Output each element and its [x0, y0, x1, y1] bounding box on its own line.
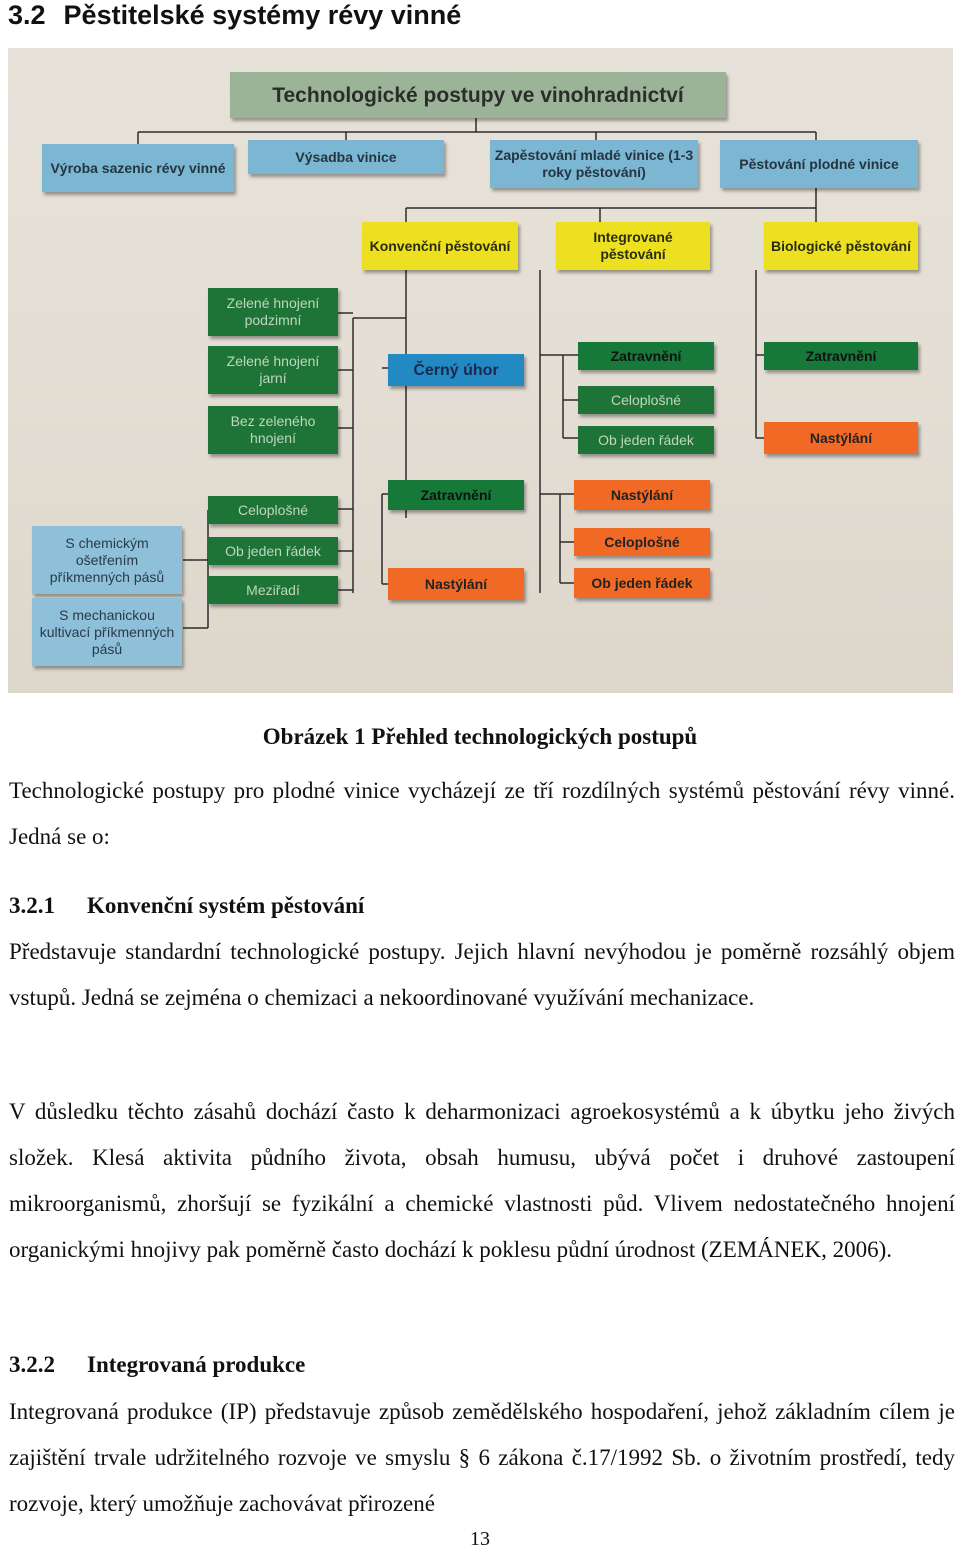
subsection-number: 3.2.1 [9, 893, 55, 918]
box-vysadba-vinice: Výsadba vinice [248, 140, 444, 174]
box-integ-celoplosne: Celoplošné [578, 386, 714, 414]
paragraph-conventional-2: V důsledku těchto zásahů dochází často k deharmonizaci agroekosystémů a k úbytku jeho živých složek. Klesá aktivita půdního života, obsah humusu, ubývá počet i druhové zastoupení mikroorganismů, zhoršují se fyzikální a chemické vlastnosti půd. Vlivem nedostatečného hnojení organickými hnojivy pak poměrně často dochází k poklesu půdní úrodnost (ZEMÁNEK, 2006). [9, 1099, 955, 1262]
box-chemicke-osetreni: S chemickým ošetřením příkmenných pásů [32, 526, 182, 594]
box-bio-nastylani: Nastýlání [764, 422, 918, 454]
box-konvencni: Konvenční pěstování [362, 222, 518, 270]
box-cerny-uhor: Černý úhor [388, 354, 524, 386]
diagram-title-box: Technologické postupy ve vinohradnictví [230, 72, 726, 118]
box-conv-nastylani: Nastýlání [388, 568, 524, 600]
box-conv-ob-jeden: Ob jeden řádek [208, 537, 338, 565]
intro-paragraph: Technologické postupy pro plodné vinice vycházejí ze tří rozdílných systémů pěstování révy vinné. Jedná se o: [9, 778, 955, 849]
subsection-title: Integrovaná produkce [87, 1352, 306, 1377]
box-biologicke: Biologické pěstování [764, 222, 918, 270]
box-zelene-jarni: Zelené hnojení jarní [208, 346, 338, 394]
paragraph-conventional-1: Představuje standardní technologické postupy. Jejich hlavní nevýhodou je poměrně rozsáhlý objem vstupů. Jedná se zejména o chemizaci a nekoordinované využívání mechanizace. [9, 939, 955, 1010]
section-title: Pěstitelské systémy révy vinné [63, 0, 462, 30]
box-integ-nastylani: Nastýlání [574, 480, 710, 510]
box-conv-meziradi: Meziřadí [208, 576, 338, 604]
box-integ-zatravneni: Zatravnění [578, 342, 714, 370]
subsection-heading-2 [9, 1352, 305, 1378]
paragraph-integrated: Integrovaná produkce (IP) představuje způsob zemědělského hospodaření, jehož základním cílem je zajištění trvale udržitelného rozvoje ve smyslu § 6 zákona č.17/1992 Sb. o životním prostředí, tedy rozvoje, který umožňuje zachovávat přirozené [9, 1399, 955, 1516]
box-bez-zeleneho: Bez zeleného hnojení [208, 406, 338, 454]
box-zapestovani: Zapěstování mladé vinice (1-3 roky pěstování) [490, 140, 698, 188]
box-bio-zatravneni: Zatravnění [764, 342, 918, 370]
box-integ-nast-celoplosne: Celoplošné [574, 528, 710, 556]
page-number: 13 [470, 1528, 490, 1550]
subsection-title: Konvenční systém pěstování [87, 893, 365, 918]
box-vyroba-sazenic: Výroba sazenic révy vinné [42, 144, 234, 192]
box-integrovane: Integrované pěstování [556, 222, 710, 270]
figure-caption: Obrázek 1 Přehled technologických postupů [262, 724, 698, 749]
subsection-number: 3.2.2 [9, 1352, 55, 1377]
box-integ-ob-jeden: Ob jeden řádek [578, 426, 714, 454]
box-zelene-podzimni: Zelené hnojení podzimní [208, 288, 338, 336]
section-heading [8, 0, 461, 31]
technology-diagram [8, 48, 953, 693]
section-number: 3.2 [8, 0, 46, 30]
box-pestovani-plodne: Pěstování plodné vinice [720, 140, 918, 188]
subsection-heading-1 [9, 893, 364, 919]
box-conv-celoplosne: Celoplošné [208, 496, 338, 524]
box-conv-zatravneni: Zatravnění [388, 480, 524, 510]
box-integ-nast-ob-jeden: Ob jeden řádek [574, 568, 710, 598]
box-mechanicka-kultivace: S mechanickou kultivací příkmenných pásů [32, 598, 182, 666]
